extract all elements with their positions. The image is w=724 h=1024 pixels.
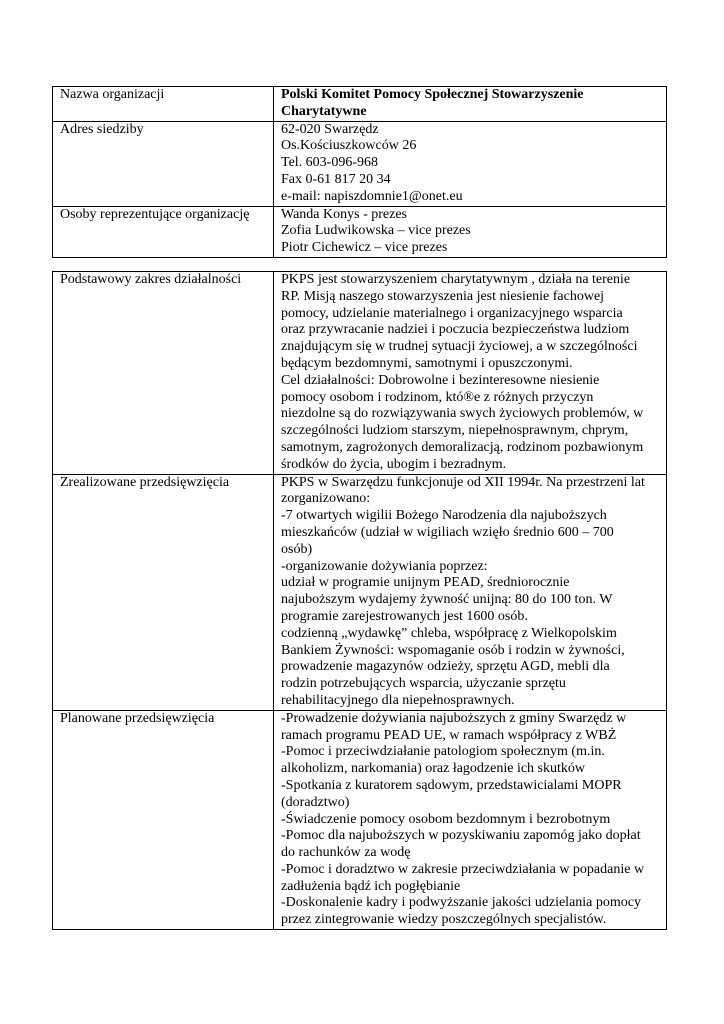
row-label-representatives: Osoby reprezentujące organizację xyxy=(53,206,274,257)
text-line: Fax 0-61 817 20 34 xyxy=(281,171,391,187)
planned-projects-value xyxy=(274,710,667,929)
text-line: -Spotkania z kuratorem sądowym, przedstawicialami MOPR xyxy=(281,777,622,793)
activity-info-table xyxy=(52,271,667,930)
text-line: znajdującym się w trudnej sytuacji życiowej, a w szczególności xyxy=(281,339,638,355)
text-line: będącym bezdomnymi, samotnymi i opuszczonymi. xyxy=(281,355,573,371)
text-line: zadłużenia bądź ich pogłębianie xyxy=(281,878,461,894)
text-line: Zofia Ludwikowska – vice prezes xyxy=(281,223,471,239)
row-label-planned-projects: Planowane przedsięwzięcia xyxy=(53,710,274,929)
text-line: rodzin potrzebujących wsparcia, użyczanie sprzętu xyxy=(281,676,566,692)
text-line: -7 otwartych wigilii Bożego Narodzenia dla najuboższych xyxy=(281,508,607,524)
text-line: przez zintegrowanie wiedzy poszczególnych specjalistów. xyxy=(281,912,607,928)
text-line: Charytatywne xyxy=(281,103,367,119)
text-line: PKPS jest stowarzyszeniem charytatywnym , działa na terenie xyxy=(281,272,631,287)
text-line: -Pomoc dla najuboższych w pozyskiwaniu zapomóg jako dopłat xyxy=(281,828,641,844)
text-line: alkoholizm, narkomania) oraz łagodzenie ich skutków xyxy=(281,761,586,777)
text-line: -Pomoc i przeciwdziałanie patologiom społecznym (m.in. xyxy=(281,744,605,760)
table-row xyxy=(53,121,667,206)
row-label-address: Adres siedziby xyxy=(53,121,274,206)
row-label-completed-projects: Zrealizowane przedsięwzięcia xyxy=(53,474,274,710)
address-value xyxy=(274,121,667,206)
text-line: niezdolne są do rozwiązywania swych życiowych problemów, w xyxy=(281,406,644,422)
text-line: środków do życia, ubogim i bezradnym. xyxy=(281,456,507,472)
text-line: (doradztwo) xyxy=(281,794,350,810)
text-line: udział w programie unijnym PEAD, średniorocznie xyxy=(281,575,570,591)
text-line: Piotr Cichewicz – vice prezes xyxy=(281,240,448,256)
text-line: PKPS w Swarzędzu funkcjonuje od XII 1994r. Na przestrzeni lat xyxy=(281,474,645,490)
text-line: Os.Kościuszkowców 26 xyxy=(281,138,417,154)
text-line: ramach programu PEAD UE, w ramach współpracy z WBŻ xyxy=(281,727,617,743)
text-line: RP. Misją naszego stowarzyszenia jest niesienie fachowej xyxy=(281,288,605,304)
text-line: do rachunków za wodę xyxy=(281,845,411,861)
table-row xyxy=(53,474,667,710)
table-row xyxy=(53,206,667,257)
representatives-value xyxy=(274,206,667,257)
text-line: Wanda Konys - prezes xyxy=(281,206,407,222)
text-line: mieszkańców (udział w wigiliach wzięło średnio 600 – 700 xyxy=(281,524,614,540)
text-line: pomocy, udzielanie materialnego i organizacyjnego wsparcia xyxy=(281,305,623,321)
text-line: -Prowadzenie dożywiania najuboższych z gminy Swarzędz w xyxy=(281,710,627,726)
text-line: codzienną „wydawkę” chleba, współpracę z Wielkopolskim xyxy=(281,625,617,641)
row-label-scope: Podstawowy zakres działalności xyxy=(53,272,274,475)
text-line: rehabilitacyjnego dla niepełnosprawnych. xyxy=(281,692,515,708)
text-line: szczególności ludziom starszym, niepełnosprawnym, chprym, xyxy=(281,423,629,439)
text-line: Cel działalności: Dobrowolne i bezinteresowne niesienie xyxy=(281,372,600,388)
text-line: 62-020 Swarzędz xyxy=(281,121,379,137)
text-line: programie zarejestrowanych jest 1600 osób. xyxy=(281,608,528,624)
table-row xyxy=(53,710,667,929)
text-line: -organizowanie dożywiania poprzez: xyxy=(281,558,488,574)
organization-info-table xyxy=(52,86,667,258)
text-line: -Doskonalenie kadry i podwyższanie jakości udzielania pomocy xyxy=(281,895,641,911)
text-line: oraz przywracanie nadziei i poczucia bezpieczeństwa ludziom xyxy=(281,322,630,338)
text-line: osób) xyxy=(281,541,313,557)
text-line: prowadzenie magazynów odzieży, sprzętu AGD, mebli dla xyxy=(281,659,610,675)
text-line: Bankiem Żywności: wspomaganie osób i rodzin w żywności, xyxy=(281,642,625,658)
scope-value xyxy=(274,272,667,475)
text-line: Polski Komitet Pomocy Społecznej Stowarzyszenie xyxy=(281,87,584,102)
organization-name-value xyxy=(274,87,667,122)
table-row xyxy=(53,272,667,475)
completed-projects-value xyxy=(274,474,667,710)
table-row xyxy=(53,87,667,122)
text-line: najuboższym wydajemy żywność unijną: 80 do 100 ton. W xyxy=(281,592,613,608)
text-line: Tel. 603-096-968 xyxy=(281,155,379,171)
text-line: pomocy osobom i rodzinom, któ®e z różnych przyczyn xyxy=(281,389,594,405)
row-label-organization-name: Nazwa organizacji xyxy=(53,87,274,122)
text-line: zorganizowano: xyxy=(281,491,371,507)
text-line: -Świadczenie pomocy osobom bezdomnym i bezrobotnym xyxy=(281,811,611,827)
text-line: e-mail: napiszdomnie1@onet.eu xyxy=(281,188,463,204)
text-line: -Pomoc i doradztwo w zakresie przeciwdziałania w popadanie w xyxy=(281,861,645,877)
text-line: samotnym, zagrożonych demoralizacją, rodzinom pozbawionym xyxy=(281,439,644,455)
